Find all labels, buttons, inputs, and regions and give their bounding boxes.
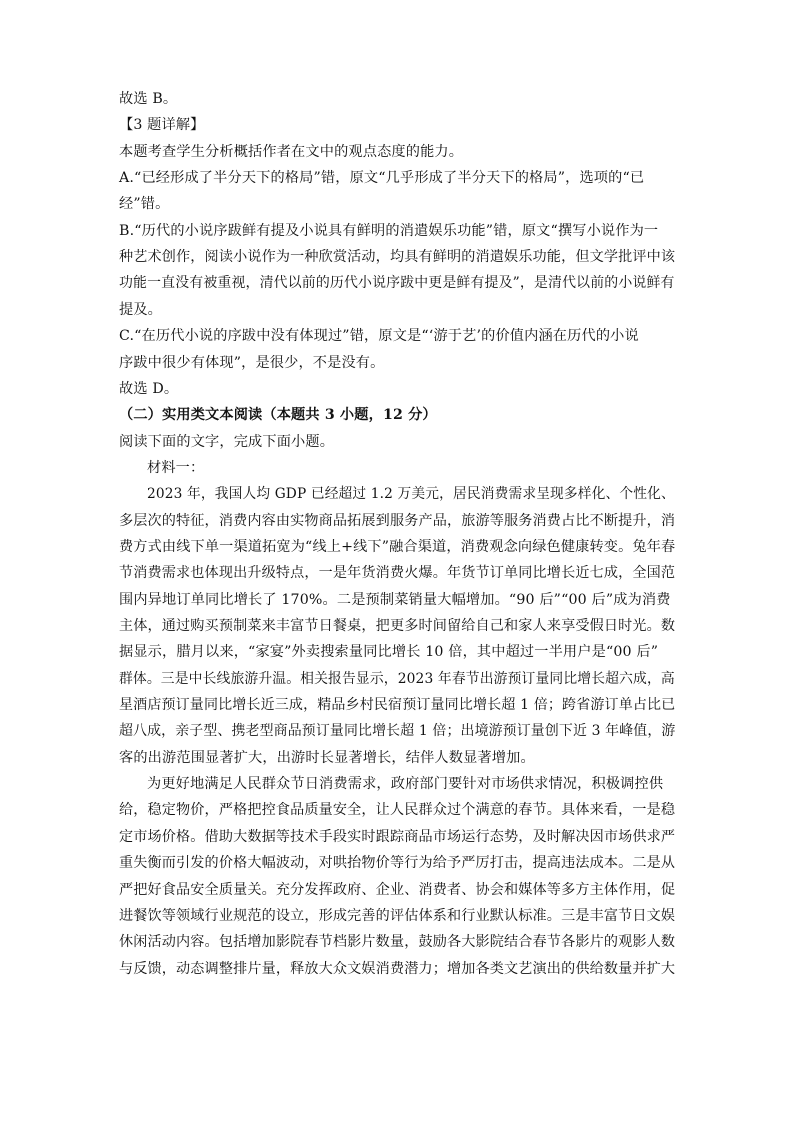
text-line: 故选 B。 (119, 91, 178, 107)
text-line: 客的出游范围显著扩大，出游时长显著增长，结伴人数显著增加。 (119, 749, 535, 766)
text-line: 故选 D。 (119, 380, 179, 397)
text-line: 据显示，腊月以来，“家宴”外卖搜索量同比增长 10 倍，其中超过一半用户是“00 后” (119, 644, 659, 661)
text-line: 严把好食品安全质量关。充分发挥政府、企业、消费者、协会和媒体等多方主体作用，促 (119, 881, 676, 898)
text-line: 为更好地满足人民群众节日消费需求，政府部门要针对市场供求情况，积极调控供 (147, 776, 664, 793)
text-line: 节消费需求也体现出升级特点，一是年货消费火爆。年货节订单同比增长近七成，全国范 (119, 565, 676, 582)
text-line: 材料一： (147, 459, 205, 476)
text-line: 围内异地订单同比增长了 170%。二是预制菜销量大幅增加。“90 后”“00 后”成为消费 (119, 591, 671, 608)
text-line: 阅读下面的文字，完成下面小题。 (119, 433, 335, 450)
text-line: 多层次的特征，消费内容由实物商品拓展到服务产品，旅游等服务消费占比不断提升，消 (119, 512, 676, 529)
text-line: 给，稳定物价，严格把控食品质量安全，让人民群众过个满意的春节。具体来看，一是稳 (119, 802, 676, 819)
section-heading: （二）实用类文本阅读（本题共 3 小题，12 分） (119, 407, 437, 424)
text-line: 种艺术创作，阅读小说作为一种欣赏活动，均具有鲜明的消遣娱乐功能，但文学批评中该 (119, 249, 676, 266)
text-line: C.“在历代小说的序跋中没有体现过”错，原文是“‘游于艺’的价值内涵在历代的小说 (119, 328, 639, 345)
text-line: 与反馈，动态调整排片量，释放大众文娱消费潜力；增加各类文艺演出的供给数量并扩大 (119, 960, 676, 977)
text-line: 群体。三是中长线旅游升温。相关报告显示，2023 年春节出游预订量同比增长超六成，高 (119, 670, 675, 687)
text-line: 定市场价格。借助大数据等技术手段实时跟踪商品市场运行态势，及时解决因市场供求严 (119, 828, 676, 845)
text-line: A.“已经形成了半分天下的格局”错，原文“几乎形成了半分天下的格局”，选项的“已 (119, 170, 645, 187)
text-line: 序跋中很少有体现”，是很少，不是没有。 (119, 354, 385, 371)
text-line: 重失衡而引发的价格大幅波动，对哄抬物价等行为给予严厉打击，提高违法成本。二是从 (119, 855, 676, 872)
text-line: 经”错。 (119, 196, 170, 213)
text-line: 提及。 (119, 301, 163, 318)
text-line: 超八成，亲子型、携老型商品预订量同比增长超 1 倍；出境游预订量创下近 3 年峰值，游 (119, 723, 676, 740)
text-line: 2023 年，我国人均 GDP 已经超过 1.2 万美元，居民消费需求呈现多样化、个性化、 (147, 486, 675, 503)
text-line: 【3 题详解】 (119, 117, 205, 134)
text-line: 进餐饮等领域行业规范的设立，形成完善的评估体系和行业默认标准。三是丰富节日文娱 (119, 907, 676, 924)
text-line: 主体，通过购买预制菜来丰富节日餐桌，把更多时间留给自己和家人来享受假日时光。数 (119, 618, 676, 634)
text-line: 本题考查学生分析概括作者在文中的观点态度的能力。 (119, 143, 464, 160)
text-line: 功能一直没有被重视，清代以前的历代小说序跋中更是鲜有提及”，是清代以前的小说鲜有 (119, 275, 675, 292)
text-line: 休闲活动内容。包括增加影院春节档影片数量，鼓励各大影院结合春节各影片的观影人数 (119, 934, 676, 951)
text-line: B.“历代的小说序跋鲜有提及小说具有鲜明的消遣娱乐功能”错，原文“撰写小说作为一 (119, 222, 659, 239)
text-line: 费方式由线下单一渠道拓宽为“线上+线下”融合渠道，消费观念向绿色健康转变。兔年春 (119, 538, 676, 555)
text-line: 星酒店预订量同比增长近三成，精品乡村民宿预订量同比增长超 1 倍；跨省游订单占比已 (119, 697, 676, 714)
